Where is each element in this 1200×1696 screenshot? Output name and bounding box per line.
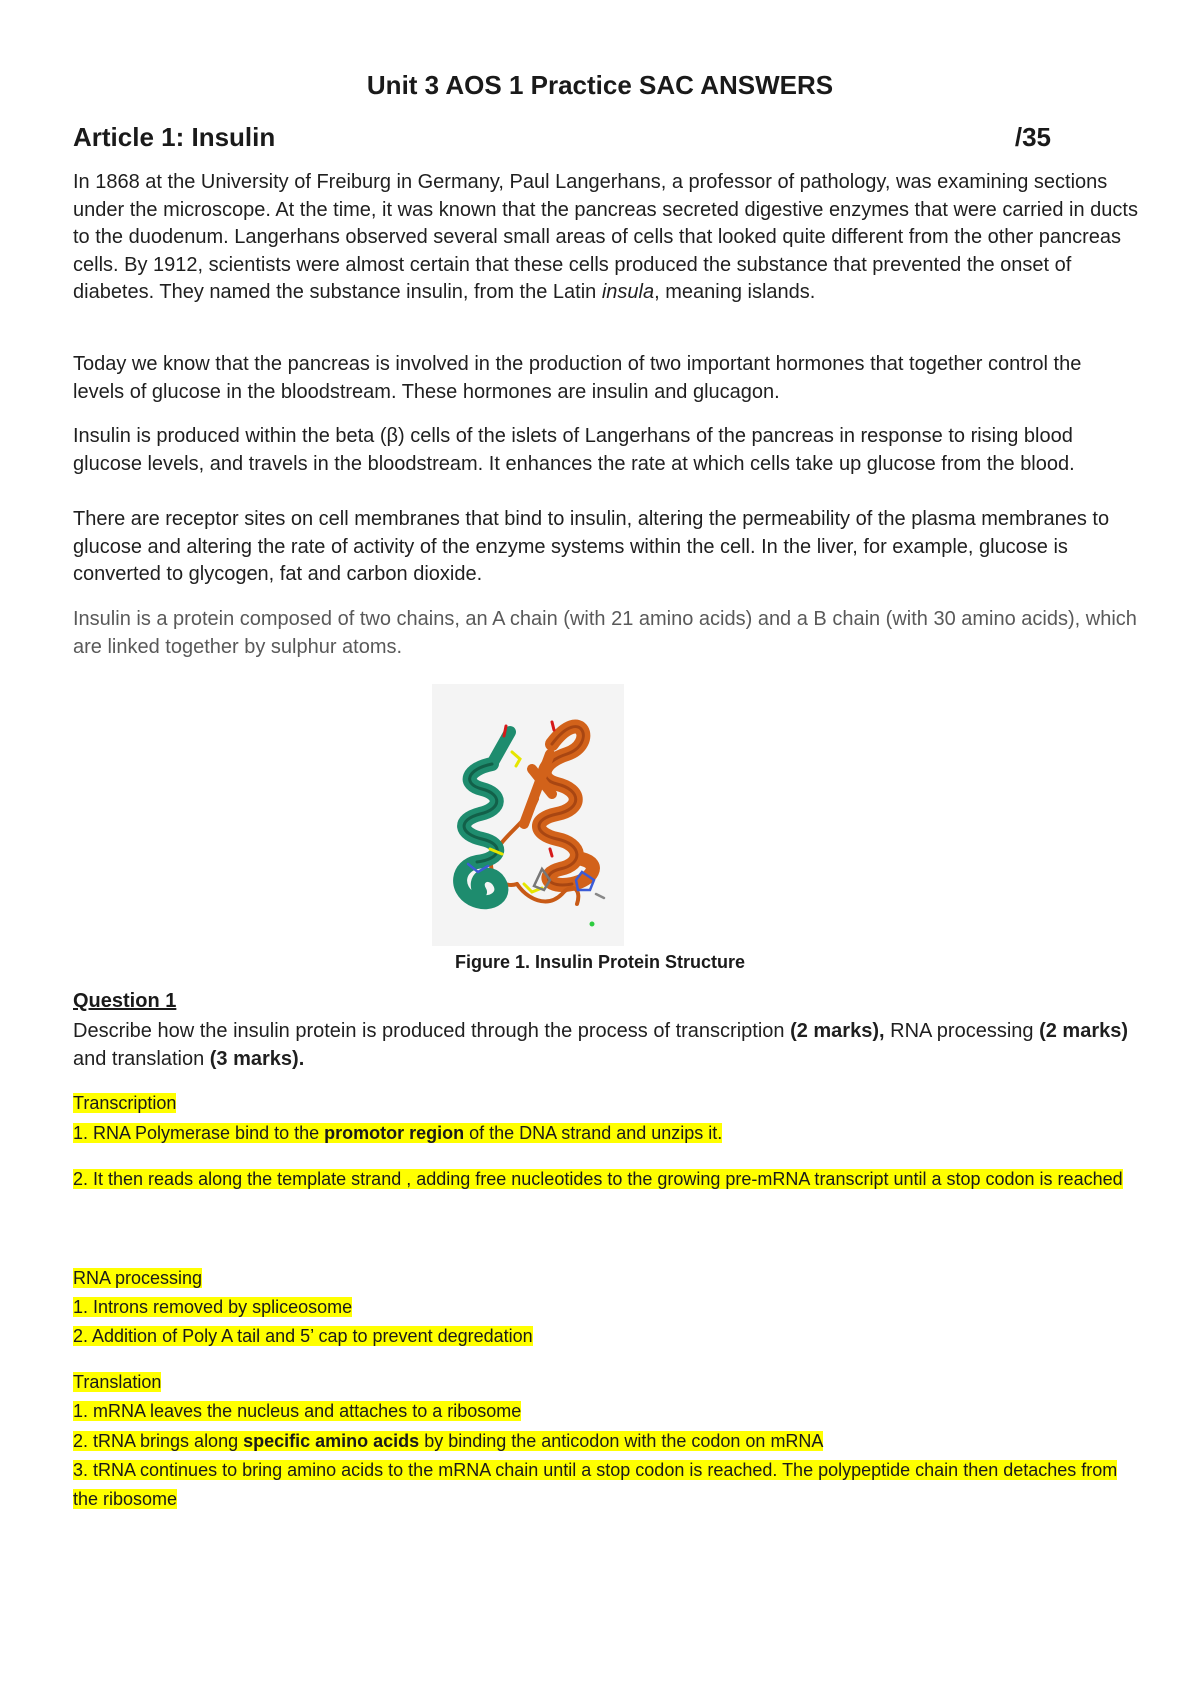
answer-heading: Translation <box>73 1372 162 1392</box>
answer-rna-processing-line-1 <box>73 1293 1138 1322</box>
question-text-part: RNA processing <box>884 1020 1040 1042</box>
paragraph-hormones: Today we know that the pancreas is involved in the production of two important hormones that together control the levels of glucose in the bloodstream. These hormones are insulin and glucagon. <box>73 353 1082 403</box>
article-total-marks: /35 <box>1014 122 1051 152</box>
marks-translation: (3 marks). <box>209 1047 305 1070</box>
answer-highlight: 1. Introns removed by spliceosome <box>73 1297 353 1317</box>
question-text <box>73 1018 1138 1073</box>
answer-text: by binding the anticodon with the codon on mRNA <box>419 1431 824 1451</box>
paragraph-history-text: In 1868 at the University of Freiburg in Germany, Paul Langerhans, a professor of pathology, was examining sections under the microscope. At the time, it was known that the pancreas secreted digestive enzymes that were carried in ducts to the duodenum. Langerhans observed several small areas of cells that looked quite different from the other pancreas cells. By 1912, scientists were almost certain that these cells produced the substance that prevented the onset of diabetes. They named the substance insulin, from the Latin <box>73 171 1138 304</box>
answer-rna-processing-line-2 <box>73 1322 1138 1351</box>
question-text-part: Describe how the insulin protein is produced through the process of transcription <box>73 1020 791 1042</box>
insulin-structure-figure <box>432 684 624 946</box>
paragraph-protein-chains: Insulin is a protein composed of two chains, an A chain (with 21 amino acids) and a B chain (with 30 amino acids), which are linked together by sulphur atoms. <box>73 608 1137 658</box>
answer-highlight: 3. tRNA continues to bring amino acids to the mRNA chain until a stop codon is reached. The polypeptide chain then detaches from the ribosome <box>73 1460 1118 1509</box>
paragraph-beta-cells: Insulin is produced within the beta (β) cells of the islets of Langerhans of the pancreas in response to rising blood glucose levels, and travels in the bloodstream. It enhances the rate at which cells take up glucose from the blood. <box>73 425 1075 475</box>
question-heading: Question 1 <box>73 990 177 1012</box>
answer-transcription-line-1 <box>73 1119 1138 1148</box>
question-text-part: and translation <box>73 1047 210 1070</box>
answer-translation-line-1 <box>73 1397 1138 1426</box>
article-title: Article 1: Insulin <box>73 122 276 152</box>
figure-caption: Figure 1. Insulin Protein Structure <box>454 952 746 972</box>
answer-highlight: 2. Addition of Poly A tail and 5’ cap to prevent degredation <box>73 1326 533 1346</box>
water-atom <box>590 922 595 927</box>
answer-heading: Transcription <box>73 1093 177 1113</box>
answer-translation-heading <box>73 1368 1138 1397</box>
answer-transcription-heading <box>73 1089 1138 1118</box>
answer-text: 1. RNA Polymerase bind to the <box>73 1123 325 1143</box>
answer-text: of the DNA strand and unzips it. <box>464 1123 723 1143</box>
answer-highlight: 1. mRNA leaves the nucleus and attaches to a ribosome <box>73 1401 522 1421</box>
answer-heading: RNA processing <box>73 1268 203 1288</box>
latin-term: insula <box>601 281 655 304</box>
answer-text: 2. tRNA brings along <box>73 1431 244 1451</box>
paragraph-history <box>73 169 1138 307</box>
article-header <box>73 122 1051 156</box>
paragraph-receptors: There are receptor sites on cell membranes that bind to insulin, altering the permeability of the plasma membranes to glucose and altering the rate of activity of the enzyme systems within the cell. In the liver, for example, glucose is converted to glycogen, fat and carbon dioxide. <box>73 508 1110 586</box>
marks-rna-processing: (2 marks) <box>1039 1020 1129 1042</box>
answer-highlight: 2. It then reads along the template strand , adding free nucleotides to the growing pre-mRNA transcript until a stop codon is reached <box>73 1169 1123 1189</box>
answer-transcription-line-2 <box>73 1165 1138 1194</box>
paragraph-history-end: , meaning islands. <box>654 281 816 304</box>
answer-translation-line-2 <box>73 1427 1138 1456</box>
marks-transcription: (2 marks), <box>790 1020 885 1042</box>
answer-highlight <box>73 1123 722 1143</box>
answer-highlight <box>73 1431 823 1451</box>
answer-key-term: promotor region <box>324 1123 465 1143</box>
answer-translation-line-3 <box>73 1456 1138 1514</box>
answer-rna-processing-heading <box>73 1264 1138 1293</box>
document-title: Unit 3 AOS 1 Practice SAC ANSWERS <box>366 70 834 100</box>
answer-key-term: specific amino acids <box>243 1431 420 1451</box>
insulin-ribbon-image <box>432 684 624 946</box>
